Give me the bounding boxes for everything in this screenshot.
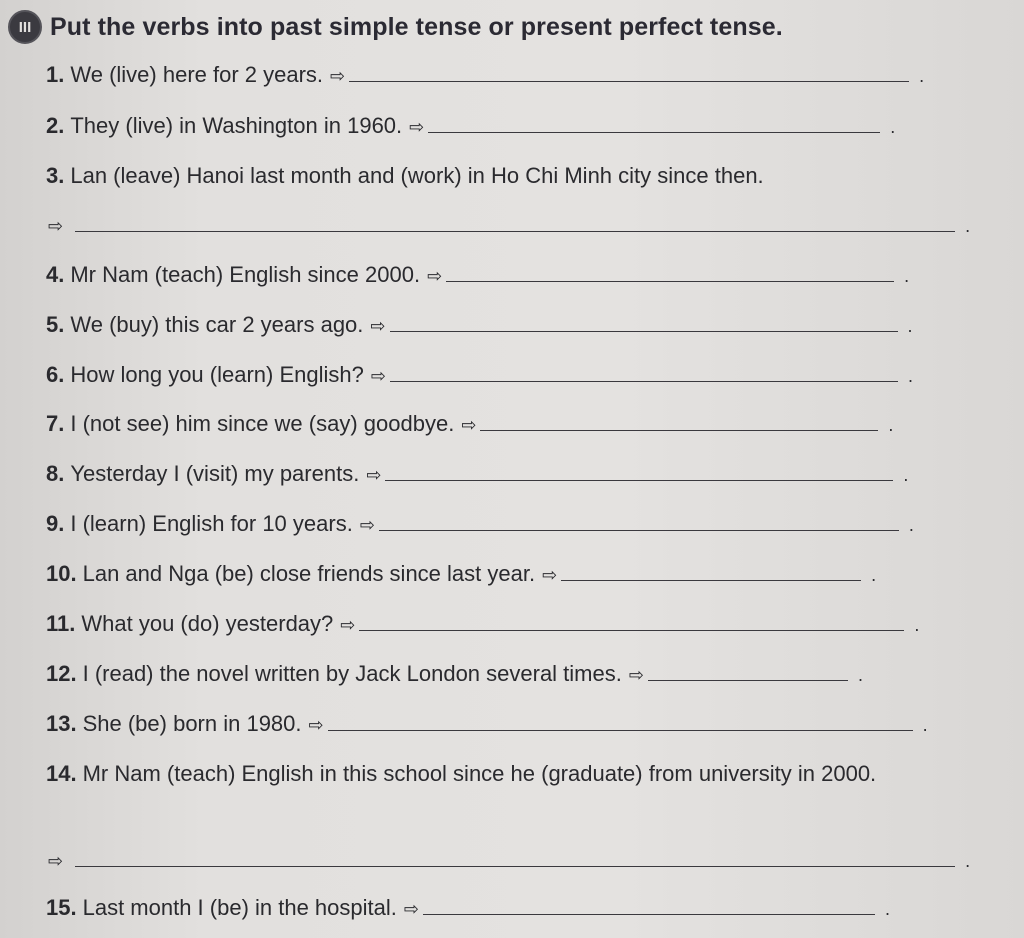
arrow-icon: ⇨	[330, 66, 346, 86]
item-end-dot: .	[919, 66, 925, 86]
answer-blank[interactable]	[480, 412, 878, 431]
arrow-icon: ⇨	[48, 851, 64, 871]
answer-blank[interactable]	[648, 662, 848, 681]
item-number: 5.	[46, 312, 65, 337]
item-prompt: Lan and Nga (be) close friends since last year.	[82, 561, 536, 586]
arrow-icon: ⇨	[340, 615, 356, 635]
item-end-dot: .	[884, 899, 890, 919]
answer-blank[interactable]	[359, 612, 904, 631]
exercise-header	[8, 10, 783, 44]
item-prompt: Lan (leave) Hanoi last month and (work) in Ho Chi Minh city since then.	[70, 163, 764, 188]
arrow-icon: ⇨	[359, 515, 375, 535]
item-number: 7.	[46, 411, 65, 436]
answer-blank[interactable]	[390, 363, 898, 382]
item-prompt: Mr Nam (teach) English since 2000.	[70, 262, 421, 287]
item-number: 2.	[46, 113, 65, 138]
exercise-item-7	[46, 411, 893, 437]
item-end-dot: .	[857, 665, 863, 685]
item-end-dot: .	[908, 515, 914, 535]
item-prompt: I (not see) him since we (say) goodbye.	[70, 411, 455, 436]
item-prompt: What you (do) yesterday?	[81, 611, 334, 636]
item-number: 1.	[46, 62, 65, 87]
item-number: 14.	[46, 761, 77, 786]
exercise-item-2	[46, 113, 895, 139]
answer-blank[interactable]	[349, 63, 909, 82]
exercise-item-3-answer	[48, 213, 970, 237]
exercise-item-13	[46, 711, 928, 737]
item-number: 11.	[46, 611, 76, 636]
item-end-dot: .	[890, 117, 896, 137]
arrow-icon: ⇨	[409, 117, 425, 137]
item-end-dot: .	[914, 615, 920, 635]
exercise-item-14	[46, 756, 1006, 791]
answer-blank[interactable]	[75, 848, 955, 867]
item-prompt: I (read) the novel written by Jack London several times.	[82, 661, 622, 686]
answer-blank[interactable]	[446, 263, 894, 282]
exercise-title: Put the verbs into past simple tense or present perfect tense.	[50, 12, 783, 41]
section-badge: III	[8, 10, 42, 44]
arrow-icon: ⇨	[461, 415, 477, 435]
item-end-dot: .	[965, 216, 971, 236]
arrow-icon: ⇨	[370, 366, 386, 386]
item-prompt: They (live) in Washington in 1960.	[70, 113, 403, 138]
arrow-icon: ⇨	[370, 316, 386, 336]
item-end-dot: .	[965, 851, 971, 871]
arrow-icon: ⇨	[366, 465, 382, 485]
item-prompt: We (buy) this car 2 years ago.	[70, 312, 364, 337]
answer-blank[interactable]	[390, 313, 898, 332]
answer-blank[interactable]	[385, 462, 893, 481]
exercise-item-6	[46, 362, 913, 388]
answer-blank[interactable]	[561, 562, 861, 581]
item-number: 4.	[46, 262, 65, 287]
arrow-icon: ⇨	[48, 216, 64, 236]
exercise-item-11	[46, 611, 919, 637]
item-number: 3.	[46, 163, 65, 188]
item-end-dot: .	[903, 465, 909, 485]
item-number: 8.	[46, 461, 65, 486]
exercise-item-15	[46, 895, 890, 921]
item-end-dot: .	[871, 565, 877, 585]
answer-blank[interactable]	[423, 896, 875, 915]
item-number: 15.	[46, 895, 77, 920]
item-number: 13.	[46, 711, 77, 736]
exercise-item-4	[46, 262, 909, 288]
item-prompt: She (be) born in 1980.	[82, 711, 302, 736]
answer-blank[interactable]	[75, 213, 955, 232]
item-number: 9.	[46, 511, 65, 536]
item-prompt: We (live) here for 2 years.	[70, 62, 324, 87]
arrow-icon: ⇨	[427, 266, 443, 286]
item-end-dot: .	[922, 715, 928, 735]
item-prompt: Mr Nam (teach) English in this school since he (graduate) from university in 2000.	[82, 761, 877, 786]
exercise-item-3	[46, 163, 764, 189]
item-number: 10.	[46, 561, 77, 586]
item-prompt: How long you (learn) English?	[70, 362, 364, 387]
item-end-dot: .	[907, 366, 913, 386]
exercise-item-12	[46, 661, 863, 687]
item-end-dot: .	[904, 266, 910, 286]
arrow-icon: ⇨	[308, 715, 324, 735]
answer-blank[interactable]	[379, 512, 899, 531]
item-prompt: Yesterday I (visit) my parents.	[70, 461, 360, 486]
arrow-icon: ⇨	[542, 565, 558, 585]
item-number: 6.	[46, 362, 65, 387]
item-end-dot: .	[888, 415, 894, 435]
answer-blank[interactable]	[328, 712, 913, 731]
item-end-dot: .	[907, 316, 913, 336]
exercise-item-14-answer	[48, 848, 970, 872]
exercise-item-9	[46, 511, 914, 537]
exercise-item-8	[46, 461, 908, 487]
item-prompt: Last month I (be) in the hospital.	[82, 895, 397, 920]
arrow-icon: ⇨	[628, 665, 644, 685]
item-prompt: I (learn) English for 10 years.	[70, 511, 353, 536]
exercise-item-5	[46, 312, 913, 338]
item-number: 12.	[46, 661, 77, 686]
exercise-item-10	[46, 561, 876, 587]
answer-blank[interactable]	[428, 114, 880, 133]
arrow-icon: ⇨	[403, 899, 419, 919]
exercise-item-1	[46, 62, 924, 88]
